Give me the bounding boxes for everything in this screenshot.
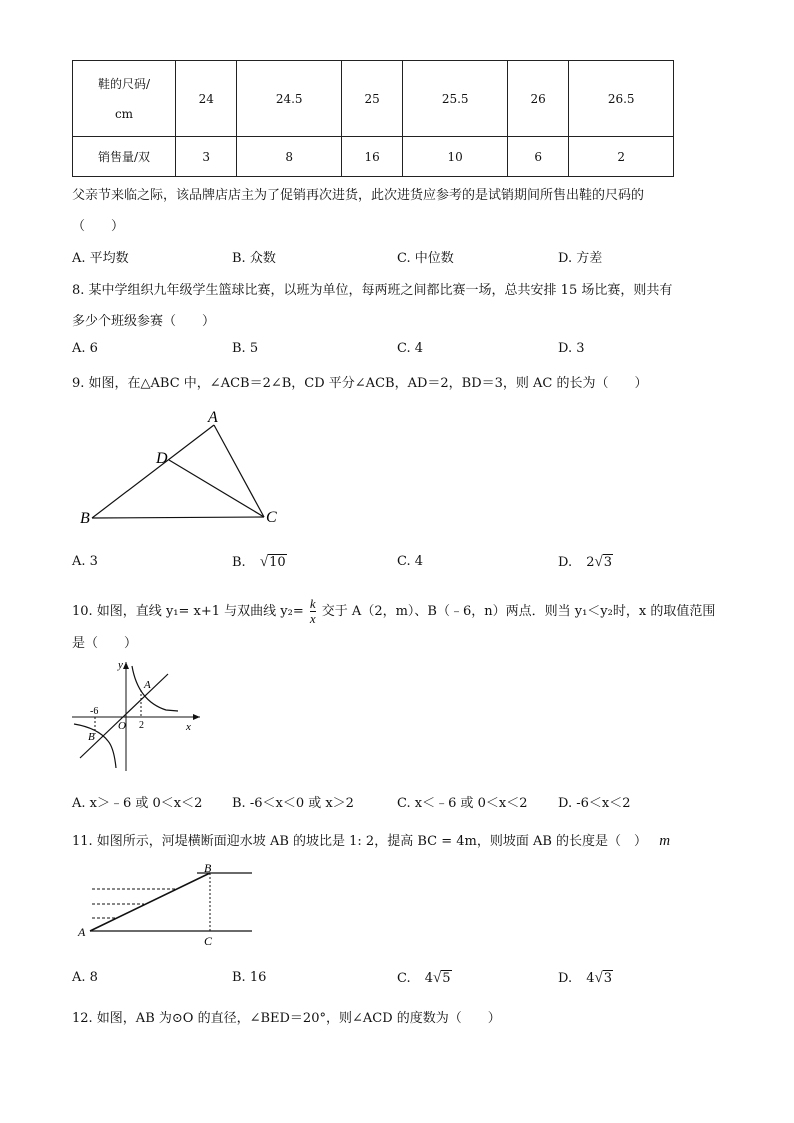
fraction — [310, 597, 316, 626]
size-cell: 25 — [341, 61, 402, 137]
q11-slope-figure — [72, 858, 262, 950]
tick-neg6: -6 — [90, 706, 99, 717]
q9-option-b — [232, 554, 287, 571]
q9-option-b-label: B. — [232, 555, 246, 570]
coef: 2 — [586, 555, 595, 570]
header-line-1: 鞋的尺码/ — [97, 76, 151, 91]
label-c: C — [204, 934, 213, 948]
q10-option-c: C. x＜﹣6 或 0＜x＜2 — [397, 796, 528, 811]
q10-option-b: B. -6＜x＜0 或 x＞2 — [232, 796, 354, 811]
size-cell: 26.5 — [569, 61, 674, 137]
q11-option-d-label: D. — [558, 971, 573, 986]
q7-option-c: C. 中位数 — [397, 251, 454, 266]
q10-prefix: 10. 如图，直线 y₁= x+1 与双曲线 y₂= — [72, 604, 304, 619]
q11-unit: m — [659, 833, 671, 849]
q11-option-b: B. 16 — [232, 970, 267, 985]
sales-cell: 16 — [341, 137, 402, 177]
q10-text — [72, 597, 715, 626]
q8-option-d: D. 3 — [558, 341, 585, 356]
q11-option-c-label: C. — [397, 971, 411, 986]
q8-option-b: B. 5 — [232, 341, 259, 356]
header-line-2: cm — [114, 106, 134, 121]
label-b: B — [88, 731, 95, 743]
q10-option-d: D. -6＜x＜2 — [558, 796, 631, 811]
q10-option-a: A. x＞﹣6 或 0＜x＜2 — [72, 796, 203, 811]
q7-option-d: D. 方差 — [558, 251, 603, 266]
sales-cell: 3 — [176, 137, 237, 177]
table-header-size — [73, 61, 176, 137]
q8-option-c: C. 4 — [397, 341, 424, 356]
q12-text: 12. 如图，AB 为⊙O 的直径，∠BED＝20°，则∠ACD 的度数为（ ） — [72, 1011, 501, 1026]
q9-option-d-label: D. — [558, 555, 573, 570]
label-a: A — [208, 409, 218, 426]
size-cell: 24.5 — [237, 61, 342, 137]
radicand: 10 — [269, 555, 286, 570]
size-cell: 26 — [507, 61, 568, 137]
label-a: A — [78, 925, 86, 939]
numerator: k — [309, 596, 316, 611]
q7-option-a: A. 平均数 — [72, 251, 129, 266]
shoe-size-table — [72, 60, 674, 177]
size-cell: 24 — [176, 61, 237, 137]
q10-text-line2: 是（ ） — [72, 636, 138, 651]
q10-graph — [68, 656, 208, 776]
sales-cell: 2 — [569, 137, 674, 177]
denominator: x — [309, 611, 316, 626]
q7-option-b: B. 众数 — [232, 251, 276, 266]
sqrt-expression: √10 — [259, 554, 286, 570]
radicand: 5 — [442, 971, 451, 986]
q11-option-d: D. 4√3 — [558, 970, 613, 986]
label-c: C — [266, 509, 277, 526]
tick-2: 2 — [139, 720, 144, 731]
q7-paren: （ ） — [72, 219, 125, 234]
q11-option-a: A. 8 — [72, 970, 98, 985]
q8-option-a: A. 6 — [72, 341, 98, 356]
q9-option-d: D. 2√3 — [558, 554, 613, 570]
q9-option-a: A. 3 — [72, 554, 98, 569]
radicand: 3 — [603, 555, 613, 570]
coef: 4 — [586, 971, 595, 986]
q9-text: 9. 如图，在△ABC 中，∠ACB＝2∠B，CD 平分∠ACB，AD＝2，BD＝3，则 AC 的长为（ ） — [72, 376, 648, 391]
q8-text-line2: 多少个班级参赛（ ） — [72, 314, 216, 329]
label-d: D — [156, 450, 168, 467]
q9-triangle-figure — [72, 405, 292, 530]
q11-main: 11. 如图所示，河堤横断面迎水坡 AB 的坡比是 1: 2，提高 BC = 4m，则坡面 AB 的长度是（ ） — [72, 834, 648, 849]
q11-text — [72, 830, 670, 850]
sales-cell: 8 — [237, 137, 342, 177]
label-o: O — [118, 720, 126, 732]
table-row — [73, 61, 674, 137]
q11-option-c: C. 4√5 — [397, 970, 451, 986]
size-cell: 25.5 — [403, 61, 508, 137]
radicand: 3 — [603, 971, 613, 986]
sales-cell: 6 — [507, 137, 568, 177]
label-b: B — [80, 510, 90, 527]
label-a: A — [144, 679, 151, 691]
q7-text: 父亲节来临之际，该品牌店店主为了促销再次进货，此次进货应参考的是试销期间所售出鞋的尺码的 — [72, 188, 645, 203]
table-row — [73, 137, 674, 177]
sales-cell: 10 — [403, 137, 508, 177]
label-b: B — [204, 861, 212, 875]
label-y: y — [118, 659, 123, 671]
table-header-sales: 销售量/双 — [73, 137, 176, 177]
q10-suffix: 交于 A（2，m）、B（﹣6，n）两点．则当 y₁＜y₂时，x 的取值范围 — [321, 604, 716, 619]
q8-text-line1: 8. 某中学组织九年级学生篮球比赛，以班为单位，每两班之间都比赛一场，总共安排 15 场比赛，则共有 — [72, 283, 673, 298]
label-x: x — [186, 721, 191, 733]
q9-option-c: C. 4 — [397, 554, 424, 569]
coef: 4 — [424, 971, 434, 986]
